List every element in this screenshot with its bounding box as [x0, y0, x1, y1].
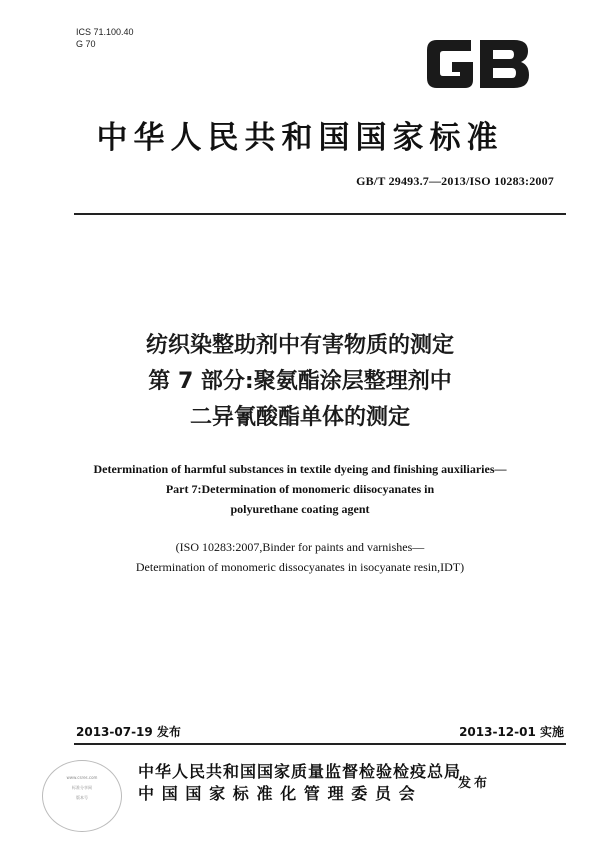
national-standard-heading: 中华人民共和国国家标准 [96, 120, 504, 156]
stamp-line-3: 版本号 [76, 795, 88, 800]
watermark-stamp [42, 760, 122, 832]
stamp-line-1: www.csres.com [66, 775, 98, 780]
ccs-code: G 70 [76, 39, 96, 49]
gb-logo [422, 30, 534, 96]
identical-note-line-1: (ISO 10283:2007,Binder for paints and varnishes— [175, 540, 425, 554]
chinese-title-line-3: 二异氰酸酯单体的测定 [189, 405, 410, 430]
issuer-line-2: 中国国家标准化管理委员会 [138, 784, 423, 803]
chinese-title-line-1: 纺织染整助剂中有害物质的测定 [145, 333, 454, 358]
english-title [0, 459, 600, 519]
stamp-line-2: 标准分享网 [72, 785, 92, 790]
chinese-title [0, 328, 600, 436]
classification-codes [76, 26, 134, 50]
english-title-line-2: Part 7:Determination of monomeric diisocyanates in [165, 482, 435, 496]
english-title-line-1: Determination of harmful substances in textile dyeing and finishing auxiliaries— [93, 462, 507, 476]
issuer-line-1: 中华人民共和国国家质量监督检验检疫总局 [138, 762, 462, 781]
header-rule [74, 213, 566, 215]
issuing-authorities [138, 761, 461, 805]
identical-note-line-2: Determination of monomeric dissocyanates in isocyanate resin,IDT) [135, 560, 465, 574]
publish-label: 发布 [458, 776, 491, 791]
english-title-line-3: polyurethane coating agent [230, 502, 370, 516]
implementation-date: 2013-12-01 实施 [459, 725, 564, 739]
footer-rule [74, 743, 566, 745]
issue-date: 2013-07-19 发布 [76, 725, 181, 739]
standard-number: GB/T 29493.7—2013/ISO 10283:2007 [356, 174, 554, 188]
identical-standard-note [0, 537, 600, 577]
ics-code: ICS 71.100.40 [76, 27, 134, 37]
chinese-title-line-2: 第 7 部分:聚氨酯涂层整理剂中 [148, 369, 452, 394]
